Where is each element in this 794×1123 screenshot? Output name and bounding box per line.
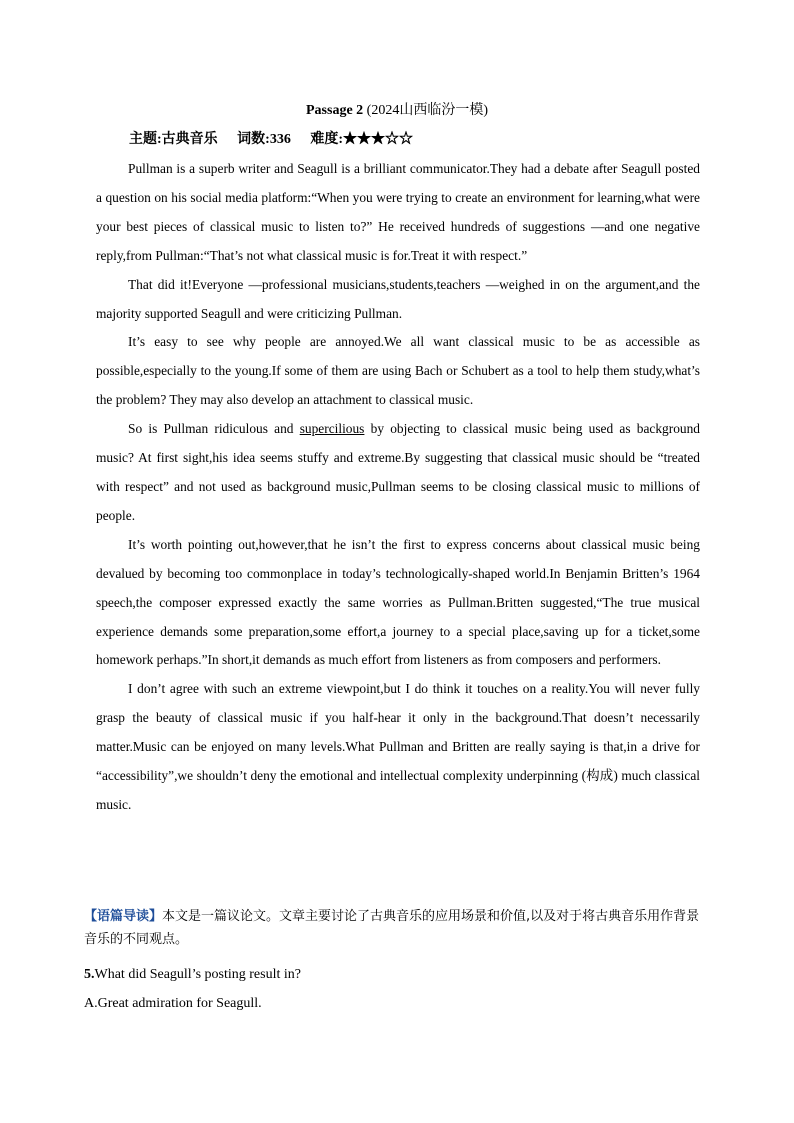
paragraph-1: Pullman is a superb writer and Seagull is a brilliant communicator.They had a debate after Seagull posted a question on his social media platform:“When you were trying to create an environment for learning,what were your best pieces of classical music to listen to?” He received hundreds of suggestions —and one negative reply,from Pullman:“That’s not what classical music is for.Treat it with respect.”	[96, 161, 700, 263]
option-a: A.Great admiration for Seagull.	[84, 996, 262, 1011]
paragraph-4	[96, 415, 700, 531]
paragraph-2: That did it!Everyone —professional musicians,students,teachers —weighed in on the argument,and the majority supported Seagull and were criticizing Pullman.	[96, 276, 700, 321]
paragraph-5: It’s worth pointing out,however,that he isn’t the first to express concerns about classical music being devalued by becoming too commonplace in today’s technologically-shaped world.In Benjamin Britten’s 1964 speech,the composer expressed exactly the same worries as Pullman.Britten suggested,“The true musical experience demands some preparation,some effort,a journey to a special place,saving up for a ticket,some homework perhaps.”In short,it demands as much effort from listeners as from composers and performers.	[96, 536, 700, 668]
topic-label: 主题:古典音乐	[129, 132, 218, 147]
paragraph-6: I don’t agree with such an extreme viewpoint,but I do think it touches on a reality.You will never fully grasp the beauty of classical music if you half-hear it only in the background.That doesn’t necessarily matter.Music can be enjoyed on many levels.What Pullman and Britten are really saying is that,in a drive for “accessibility”,we shouldn’t deny the emotional and intellectual complexity underpinning (构成) much classical music.	[96, 681, 700, 812]
passage-meta	[129, 130, 413, 150]
reading-guide	[84, 905, 704, 951]
question-5	[84, 965, 301, 985]
passage-body	[96, 155, 700, 820]
question-number: 5.	[84, 967, 95, 982]
passage-source: (2024山西临汾一模)	[366, 103, 488, 118]
question-stem: What did Seagull’s posting result in?	[94, 967, 301, 982]
difficulty-rating: 难度:★★★☆☆	[310, 132, 414, 147]
passage-number: Passage 2	[306, 103, 364, 118]
passage-title	[0, 101, 794, 121]
underlined-word: supercilious	[299, 421, 365, 437]
paragraph-4-end: by objecting to classical music being used as background music? At first sight,his idea seems stuffy and extreme.By suggesting that classical music should be “treated with respect” and not used as background music,Pullman seems to be closing classical music to millions of people.	[96, 421, 700, 523]
paragraph-4-start: So is Pullman ridiculous and	[128, 421, 300, 437]
paragraph-3: It’s easy to see why people are annoyed.We all want classical music to be as accessible as possible,especially to the young.If some of them are using Bach or Schubert as a tool to help them study,what’s the problem? They may also develop an attachment to classical music.	[96, 334, 700, 408]
word-count: 词数:336	[237, 132, 291, 147]
reading-guide-text: 本文是一篇议论文。文章主要讨论了古典音乐的应用场景和价值,以及对于将古典音乐用作背景音乐的不同观点。	[84, 909, 700, 947]
reading-guide-label: 【语篇导读】	[84, 909, 163, 924]
